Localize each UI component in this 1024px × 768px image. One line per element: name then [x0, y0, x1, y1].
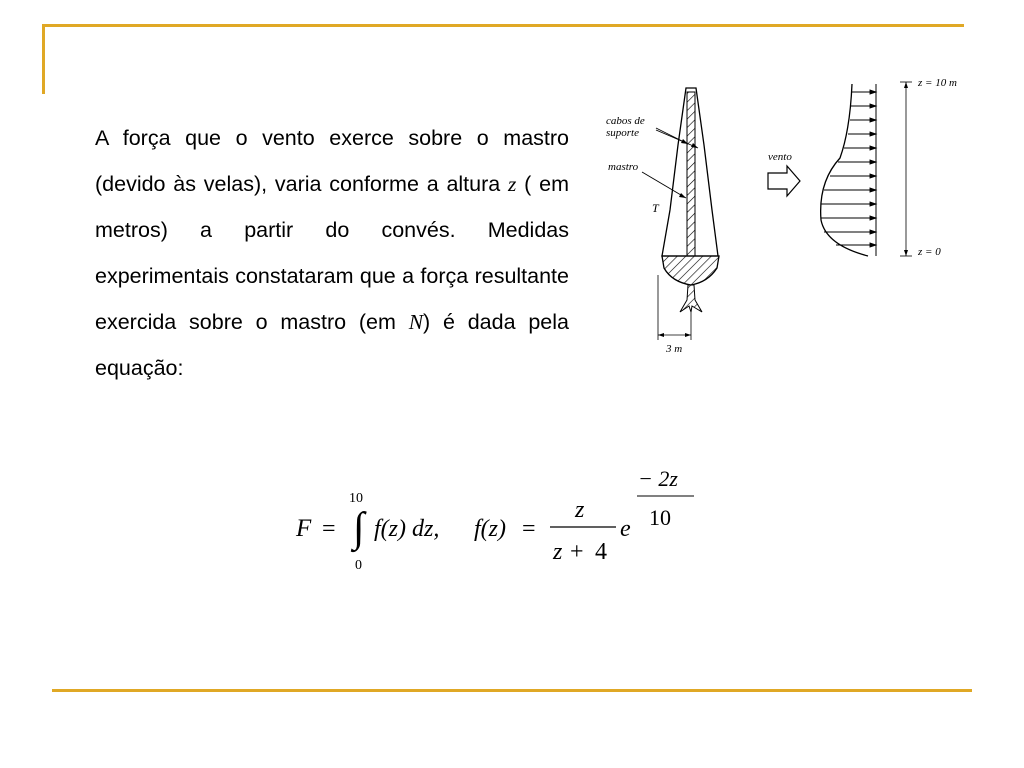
frame-left-line: [42, 24, 45, 94]
denominator-4: 4: [595, 539, 607, 565]
formula-equals-2: =: [522, 516, 536, 542]
label-mast: mastro: [608, 161, 639, 173]
mast-wind-diagram: [600, 70, 990, 375]
denominator-plus: +: [570, 539, 584, 565]
fraction-numerator: z: [575, 497, 585, 523]
formula-F: F: [296, 515, 312, 542]
wind-profile-arrows: [821, 90, 876, 247]
paragraph-part-2: ( em metros) a partir do convés. Medidas experimentais constataram que a força resultante exercida sobre o mastro (em: [95, 172, 569, 334]
keel: [680, 285, 702, 312]
integral-sign: ∫: [353, 505, 365, 551]
wind-arrow-icon: [768, 166, 800, 196]
exponent-denominator: 10: [649, 505, 671, 530]
formula-fz: f(z): [474, 516, 506, 542]
force-equation: [290, 455, 710, 585]
exponent-numerator: − 2z: [638, 466, 678, 491]
wind-profile-curve: [821, 84, 868, 256]
frame-bottom-line: [52, 689, 972, 692]
variable-N: N: [408, 310, 424, 334]
problem-paragraph: [95, 115, 569, 391]
variable-z: z: [508, 172, 517, 196]
label-wind: vento: [768, 151, 792, 163]
label-width: 3 m: [666, 343, 683, 355]
formula-e: e: [620, 516, 631, 542]
paragraph-part-3: ) é dada pela equação:: [95, 310, 569, 380]
label-T: T: [652, 201, 659, 215]
label-cables-2: suporte: [606, 127, 639, 139]
frame-top-line: [42, 24, 964, 27]
formula-equals: =: [322, 516, 336, 542]
integral-lower-limit: 0: [355, 558, 362, 573]
label-height-bottom: z = 0: [918, 246, 941, 258]
integral-upper-limit: 10: [349, 491, 363, 506]
formula-integrand: f(z) dz,: [374, 516, 440, 542]
mast-bar: [687, 92, 695, 256]
paragraph-part-1: A força que o vento exerce sobre o mastro (devido às velas), varia conforme a altura: [95, 126, 569, 196]
label-cables: cabos de: [606, 115, 645, 127]
hull-section: [662, 256, 719, 285]
label-height-top: z = 10 m: [918, 77, 957, 89]
denominator-z: z: [553, 539, 563, 565]
